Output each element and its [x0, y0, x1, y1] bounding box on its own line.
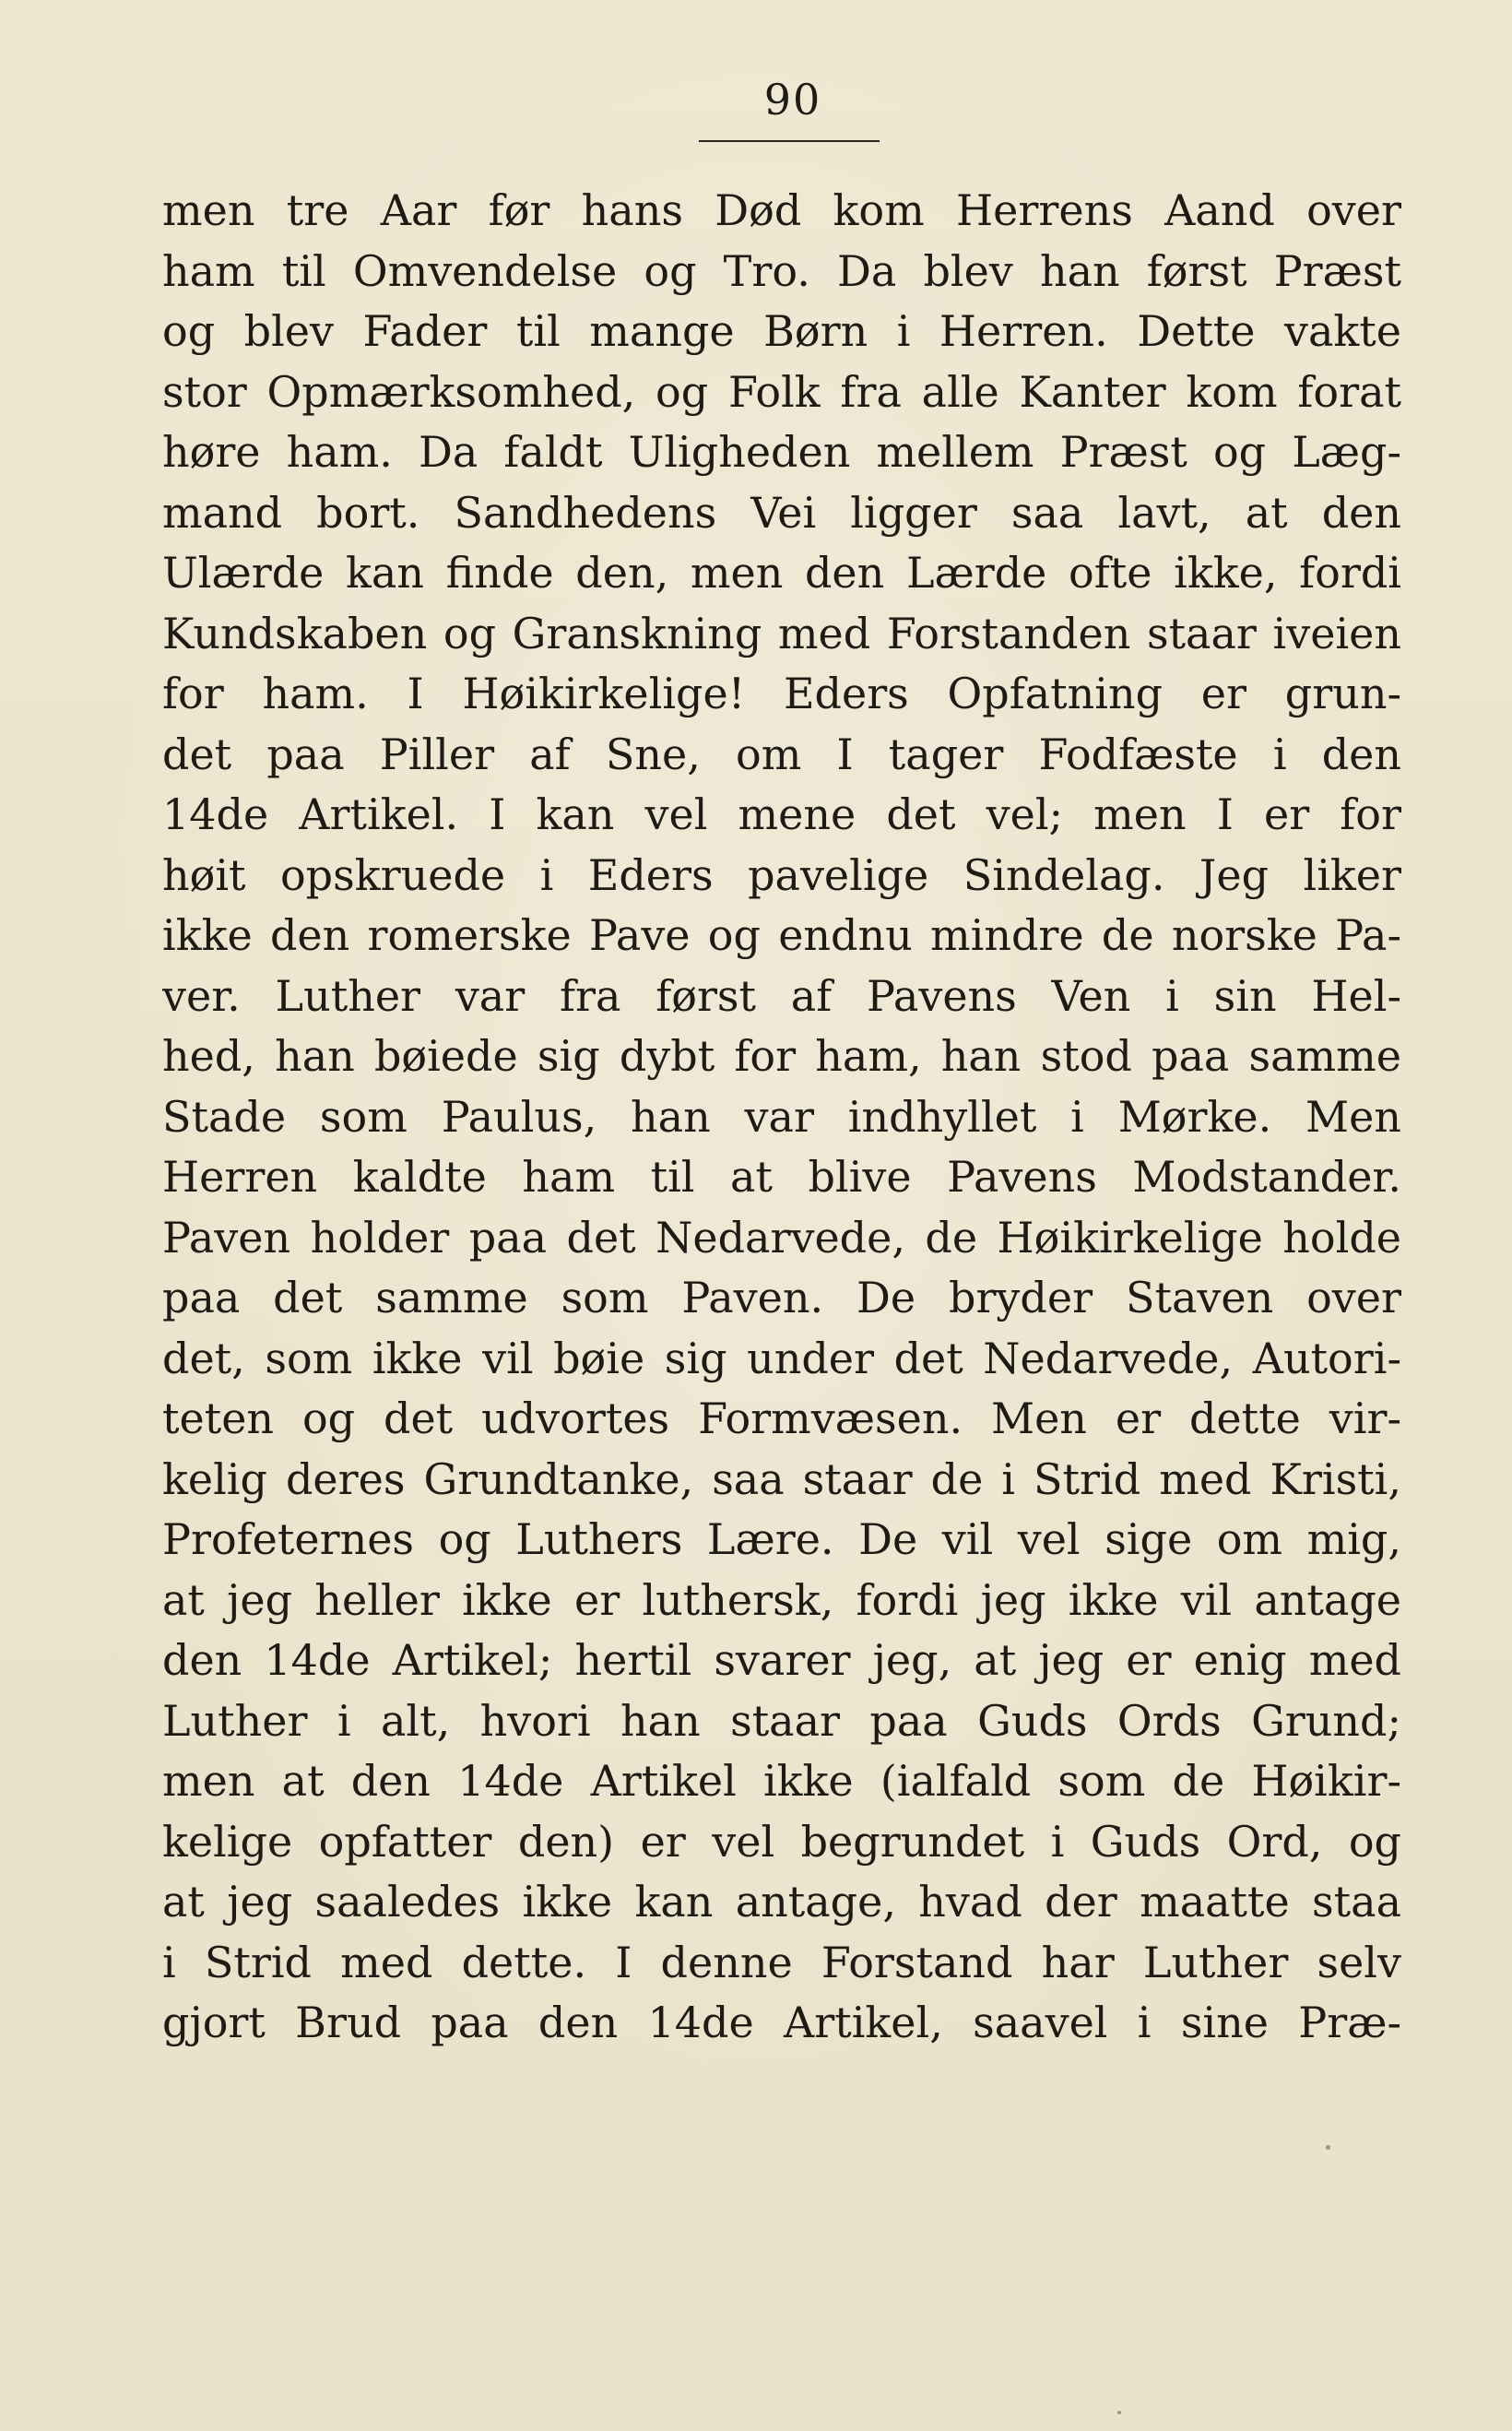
header-rule [699, 140, 880, 142]
text-line: men tre Aar før hans Død kom Herrens Aand over [162, 185, 1401, 235]
text-line: høit opskruede i Eders pavelige Sindelag. Jeg liker [162, 849, 1401, 900]
text-line: i Strid med dette. I denne Forstand har Luther selv [162, 1937, 1401, 1987]
text-line: Herren kaldte ham til at blive Pavens Modstander. [162, 1152, 1401, 1202]
text-line: men at den 14de Artikel ikke (ialfald som de Høikir- [162, 1756, 1401, 1806]
text-line: mand bort. Sandhedens Vei ligger saa lavt, at den [162, 487, 1401, 538]
text-line: Luther i alt, hvori han staar paa Guds Ords Grund; [162, 1695, 1401, 1746]
text-line: kelige opfatter den) er vel begrundet i Guds Ord, og [162, 1816, 1401, 1867]
text-line: Ulærde kan finde den, men den Lærde ofte ikke, fordi [162, 548, 1401, 598]
text-line: og blev Fader til mange Børn i Herren. Dette vakte [162, 306, 1401, 356]
text-line: kelig deres Grundtanke, saa staar de i Strid med Kristi, [162, 1453, 1401, 1504]
text-line: paa det samme som Paven. De bryder Staven over [162, 1273, 1401, 1322]
page-number: 90 [763, 75, 822, 125]
text-line: teten og det udvortes Formvæsen. Men er dette vir- [162, 1393, 1401, 1443]
text-line: den 14de Artikel; hertil svarer jeg, at jeg er enig med [162, 1635, 1401, 1685]
text-line: Profeternes og Luthers Lære. De vil vel sige om mig, [162, 1514, 1401, 1564]
text-line: gjort Brud paa den 14de Artikel, saavel i sine Præ- [162, 1998, 1401, 2047]
text-line: stor Opmærksomhed, og Folk fra alle Kanter kom forat [162, 366, 1401, 417]
text-line: Stade som Paulus, han var indhyllet i Mørke. Men [162, 1091, 1401, 1142]
text-line: ver. Luther var fra først af Pavens Ven i sin Hel- [162, 970, 1401, 1021]
text-line: ikke den romerske Pave og endnu mindre de norske Pa- [162, 910, 1401, 960]
body-text [162, 181, 1401, 2054]
text-line: hed, han bøiede sig dybt for ham, han stod paa samme [162, 1031, 1401, 1081]
text-line: høre ham. Da faldt Uligheden mellem Præst og Læg- [162, 427, 1401, 477]
text-line: det, som ikke vil bøie sig under det Nedarvede, Autori- [162, 1333, 1401, 1383]
text-line: det paa Piller af Sne, om I tager Fodfæste i den [162, 729, 1401, 779]
text-line: ham til Omvendelse og Tro. Da blev han først Præst [162, 245, 1401, 296]
text-line: at jeg saaledes ikke kan antage, hvad der maatte staa [162, 1877, 1401, 1927]
paper-speck [1326, 2145, 1330, 2150]
text-line: at jeg heller ikke er luthersk, fordi jeg ikke vil antage [162, 1574, 1401, 1625]
text-line: Kundskaben og Granskning med Forstanden staar iveien [162, 608, 1401, 658]
text-line: Paven holder paa det Nedarvede, de Høikirkelige holde [162, 1212, 1401, 1263]
text-line: for ham. I Høikirkelige! Eders Opfatning er grun- [162, 669, 1401, 718]
text-line: 14de Artikel. I kan vel mene det vel; men I er for [162, 789, 1401, 839]
paper-speck [1117, 2411, 1121, 2414]
